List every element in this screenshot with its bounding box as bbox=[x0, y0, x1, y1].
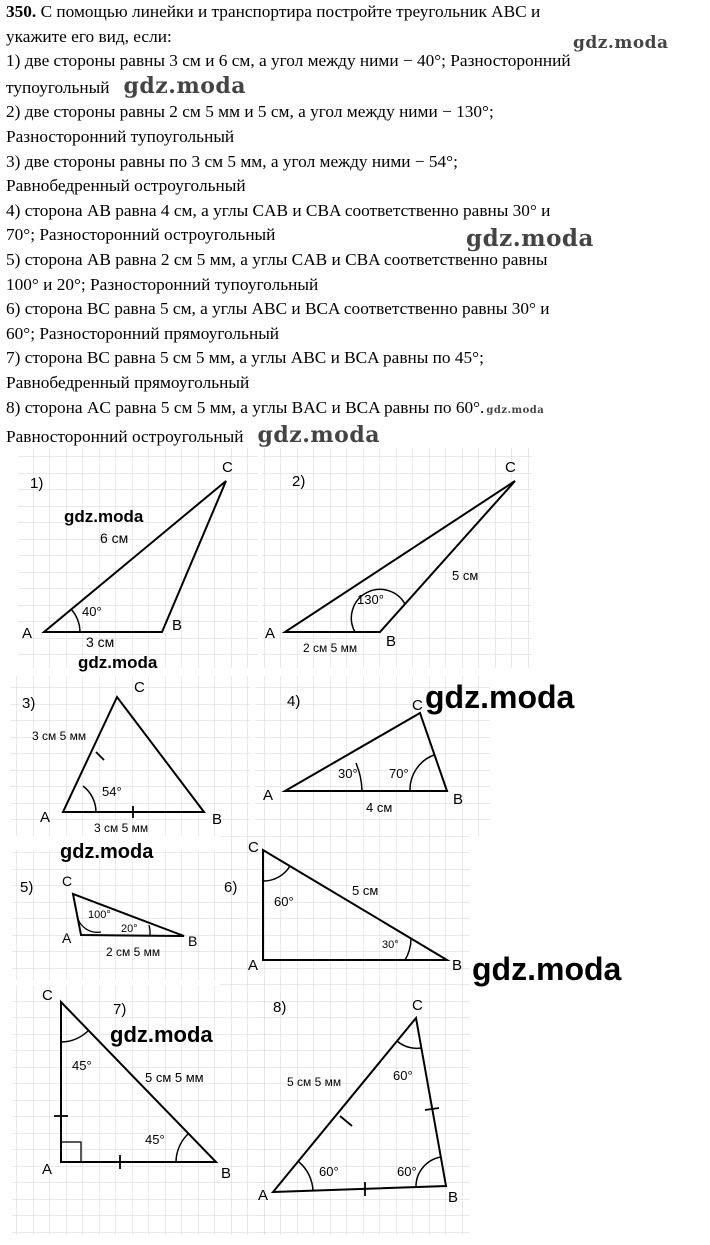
vertex-label-b: B bbox=[212, 811, 223, 828]
condition-3-line-b: Равнобедренный остроугольный bbox=[6, 176, 246, 196]
angle-a-label: 54° bbox=[102, 784, 122, 799]
vertex-label-c: C bbox=[412, 697, 423, 714]
side-ab-label: 4 см bbox=[366, 800, 393, 815]
condition-7-line-a: 7) сторона BC равна 5 см 5 мм, а углы ABC и BCA равны по 45°; bbox=[6, 348, 484, 368]
problem-intro-line-1: 350. С помощью линейки и транспортира постройте треугольник ABC и bbox=[6, 2, 541, 21]
watermark: gdz.moda bbox=[123, 72, 247, 99]
side-ab-label: 2 см 5 мм bbox=[303, 641, 358, 655]
condition-4-line-a: 4) сторона AB равна 4 см, а углы CAB и CBA соответственно равны 30° и bbox=[6, 200, 551, 220]
angle-b-label: 70° bbox=[389, 766, 409, 781]
side-ab-label: 3 см 5 мм bbox=[94, 821, 149, 835]
angle-c-label: 60° bbox=[274, 894, 294, 909]
condition-7-line-b: Равнобедренный прямоугольный bbox=[6, 372, 250, 392]
vertex-label-a: A bbox=[258, 1187, 269, 1204]
side-ab-label: 3 см bbox=[86, 634, 115, 650]
angle-c-label: 45° bbox=[72, 1058, 92, 1073]
vertex-label-b: B bbox=[386, 633, 397, 650]
condition-2-line-a: 2) две стороны равны 2 см 5 мм и 5 см, а угол между ними − 130°; bbox=[6, 102, 494, 122]
condition-1-line-b: тупоугольный gdz.moda bbox=[6, 72, 247, 99]
side-bc-label: 5 см bbox=[452, 568, 479, 583]
angle-b-label: 60° bbox=[397, 1164, 417, 1179]
vertex-label-a: A bbox=[265, 625, 276, 642]
vertex-label-a: A bbox=[62, 930, 72, 946]
watermark: gdz.moda bbox=[257, 422, 380, 449]
side-bc-label: 5 см bbox=[352, 883, 379, 898]
figure-number: 6) bbox=[224, 879, 238, 896]
vertex-label-c: C bbox=[222, 459, 233, 476]
angle-b-label: 30° bbox=[382, 939, 399, 951]
figure-number: 7) bbox=[113, 1001, 127, 1018]
vertex-label-a: A bbox=[263, 787, 274, 804]
vertex-label-c: C bbox=[42, 987, 53, 1004]
vertex-label-a: A bbox=[42, 1161, 53, 1178]
angle-b-label: 130° bbox=[357, 592, 384, 607]
watermark: gdz.moda bbox=[60, 841, 154, 863]
figures-grid bbox=[0, 440, 710, 1245]
vertex-label-b: B bbox=[172, 617, 183, 634]
condition-8-line-a: 8) сторона AC равна 5 см 5 мм, а углы BAC и BCA равны по 60°. gdz.moda bbox=[6, 397, 545, 417]
condition-5-line-b: 100° и 20°; Разносторонний тупоугольный bbox=[6, 274, 319, 294]
condition-8-line-b: Равносторонний остроугольный gdz.moda bbox=[6, 422, 380, 449]
watermark: gdz.moda bbox=[472, 951, 622, 987]
condition-6-line-a: 6) сторона BC равна 5 см, а углы ABC и BCA соответственно равны 30° и bbox=[6, 299, 550, 319]
angle-a-label: 60° bbox=[319, 1164, 339, 1179]
vertex-label-b: B bbox=[453, 791, 464, 808]
condition-1-line-a: 1) две стороны равны 3 см и 6 см, а угол между ними − 40°; Разносторонний bbox=[6, 51, 571, 71]
figure-number: 4) bbox=[287, 693, 301, 710]
grid-panel-1 bbox=[18, 448, 258, 668]
vertex-label-c: C bbox=[412, 997, 423, 1014]
figure-number: 8) bbox=[273, 999, 287, 1016]
side-ac-label: 3 см 5 мм bbox=[32, 729, 87, 743]
vertex-label-b: B bbox=[452, 957, 463, 974]
angle-a-label: 100° bbox=[88, 909, 111, 921]
problem-text bbox=[6, 0, 706, 450]
condition-2-line-b: Разносторонний тупоугольный bbox=[6, 126, 235, 146]
vertex-label-a: A bbox=[248, 957, 259, 974]
watermark: gdz.moda bbox=[110, 1022, 213, 1047]
condition-4-line-b: 70°; Разносторонний остроугольный bbox=[6, 225, 276, 245]
angle-b-label: 20° bbox=[121, 923, 138, 935]
grid-panel-5 bbox=[12, 850, 237, 980]
vertex-label-c: C bbox=[505, 459, 516, 476]
watermark: gdz.moda bbox=[573, 33, 669, 53]
condition-3-line-a: 3) две стороны равны по 3 см 5 мм, а угол между ними − 54°; bbox=[6, 151, 458, 171]
watermark: gdz.moda bbox=[486, 404, 545, 416]
watermark: gdz.moda bbox=[466, 225, 594, 252]
angle-a-label: 40° bbox=[82, 604, 102, 619]
watermark: gdz.moda bbox=[425, 679, 575, 715]
angle-b-label: 45° bbox=[145, 1132, 165, 1147]
problem-number: 350. bbox=[6, 2, 37, 21]
vertex-label-b: B bbox=[448, 1189, 459, 1206]
angle-c-label: 60° bbox=[393, 1068, 413, 1083]
vertex-label-c: C bbox=[62, 873, 73, 889]
problem-intro-line-2: укажите его вид, если: bbox=[6, 26, 172, 46]
watermark: gdz.moda bbox=[78, 653, 158, 672]
figure-number: 5) bbox=[20, 879, 34, 896]
vertex-label-c: C bbox=[134, 679, 145, 696]
vertex-label-b: B bbox=[221, 1165, 232, 1182]
grid-panel-8 bbox=[255, 985, 470, 1235]
condition-5-line-a: 5) сторона AB равна 2 см 5 мм, а углы CAB и CBA соответственно равны bbox=[6, 249, 548, 269]
side-bc-label: 5 см 5 мм bbox=[145, 1070, 204, 1085]
vertex-label-c: C bbox=[248, 839, 259, 856]
vertex-label-b: B bbox=[188, 933, 198, 949]
vertex-label-a: A bbox=[40, 809, 51, 826]
figure-number: 3) bbox=[22, 695, 36, 712]
figure-number: 2) bbox=[292, 473, 306, 490]
condition-6-line-b: 60°; Разносторонний прямоугольный bbox=[6, 323, 280, 343]
watermark: gdz.moda bbox=[64, 507, 144, 526]
side-ab-label: 2 см 5 мм bbox=[106, 945, 161, 959]
vertex-label-a: A bbox=[22, 625, 33, 642]
figure-number: 1) bbox=[30, 475, 44, 492]
side-ac-label: 6 см bbox=[100, 530, 129, 546]
side-ac-label: 5 см 5 мм bbox=[287, 1075, 342, 1089]
angle-a-label: 30° bbox=[338, 766, 358, 781]
